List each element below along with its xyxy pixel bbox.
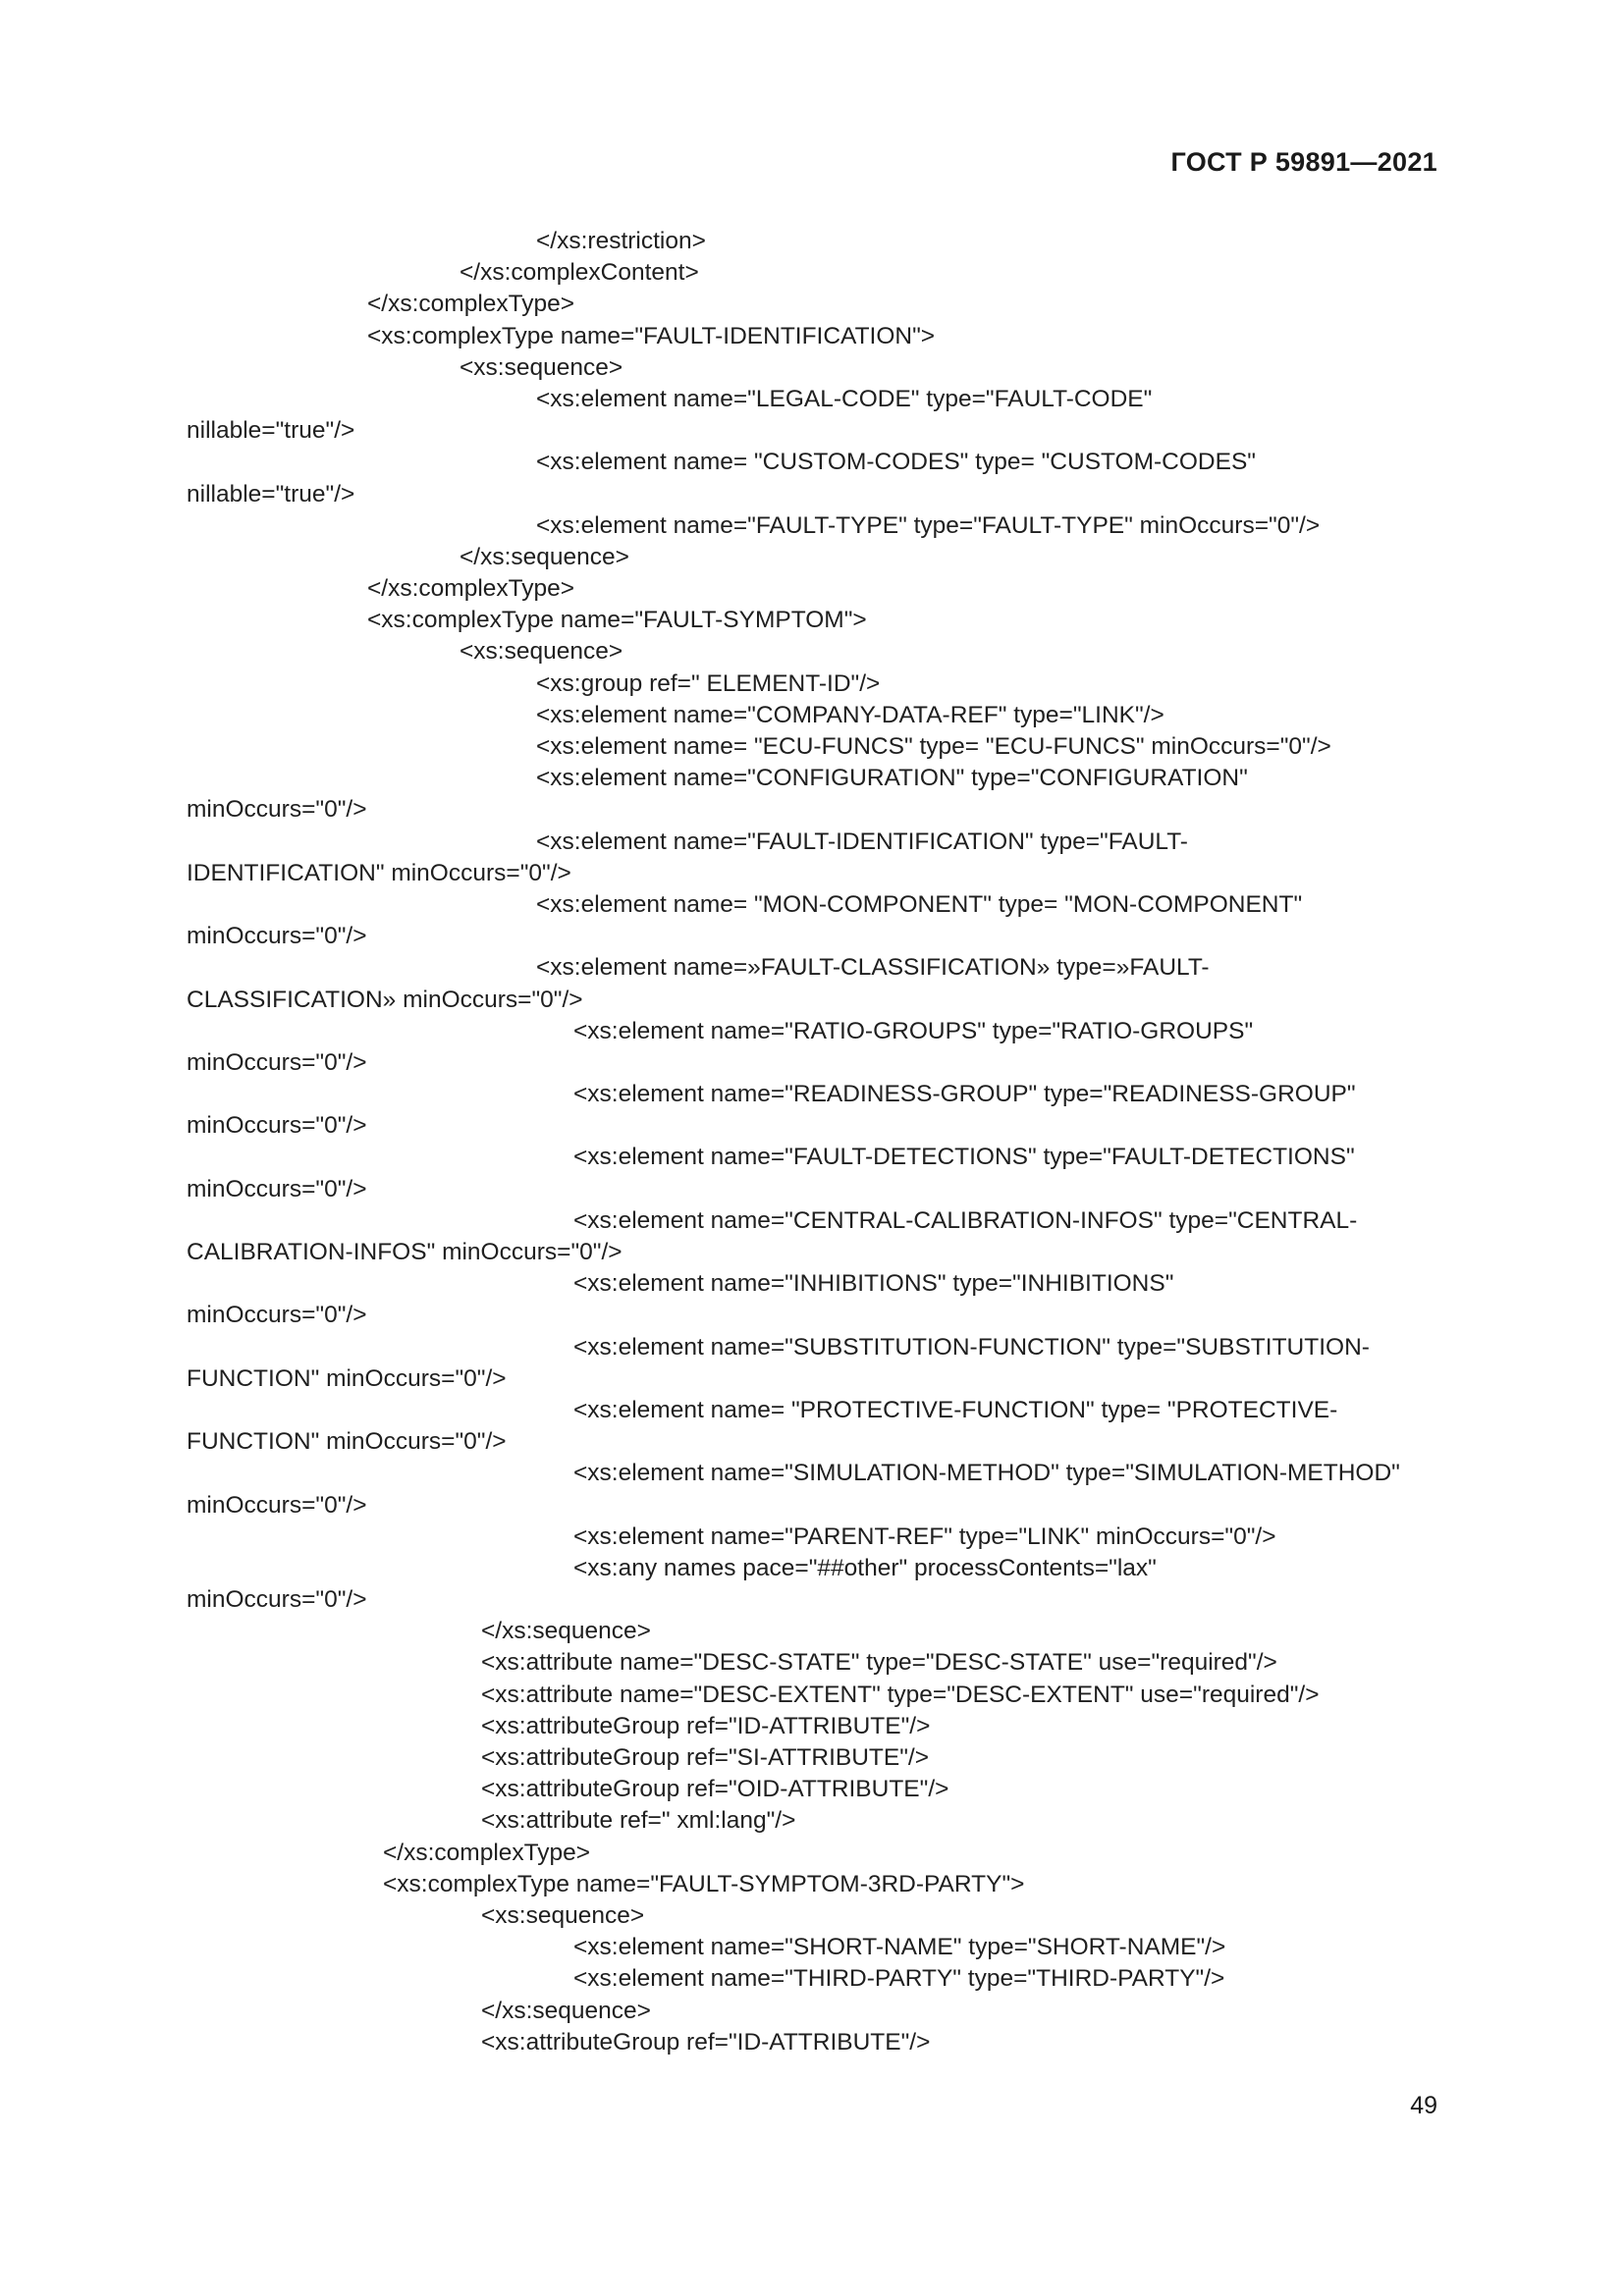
code-line: <xs:element name="READINESS-GROUP" type="READINESS-GROUP" [573, 1081, 1356, 1108]
code-line: <xs:group ref=" ELEMENT-ID"/> [536, 669, 881, 697]
code-line: </xs:sequence> [481, 1997, 651, 2024]
code-line: </xs:sequence> [481, 1618, 651, 1645]
code-line: <xs:element name= "MON-COMPONENT" type= "MON-COMPONENT" [536, 890, 1303, 918]
code-line: </xs:complexContent> [460, 259, 699, 287]
code-line: <xs:complexType name="FAULT-SYMPTOM-3RD-PARTY"> [383, 1870, 1025, 1897]
code-line: <xs:element name="RATIO-GROUPS" type="RATIO-GROUPS" [573, 1017, 1254, 1044]
code-line: <xs:any names pace="##other" processContents="lax" [573, 1554, 1157, 1581]
code-line: <xs:element name="FAULT-IDENTIFICATION" type="FAULT- [536, 828, 1188, 855]
code-line: </xs:complexType> [383, 1839, 591, 1866]
code-line: minOccurs="0"/> [187, 1302, 367, 1329]
code-line: minOccurs="0"/> [187, 796, 367, 824]
code-line: <xs:element name="FAULT-DETECTIONS" type="FAULT-DETECTIONS" [573, 1144, 1355, 1171]
code-line: <xs:attribute ref=" xml:lang"/> [481, 1807, 796, 1835]
code-line: FUNCTION" minOccurs="0"/> [187, 1364, 507, 1392]
code-line: minOccurs="0"/> [187, 1175, 367, 1202]
code-line: <xs:attribute name="DESC-EXTENT" type="DESC-EXTENT" use="required"/> [481, 1681, 1320, 1708]
code-line: <xs:complexType name="FAULT-IDENTIFICATION"> [367, 322, 936, 349]
code-line: nillable="true"/> [187, 417, 355, 445]
code-line: minOccurs="0"/> [187, 923, 367, 950]
code-line: <xs:attributeGroup ref="ID-ATTRIBUTE"/> [481, 1712, 931, 1739]
code-line: </xs:restriction> [536, 228, 706, 254]
code-line: <xs:element name="COMPANY-DATA-REF" type="LINK"/> [536, 701, 1164, 728]
code-line: minOccurs="0"/> [187, 1048, 367, 1076]
code-line: IDENTIFICATION" minOccurs="0"/> [187, 859, 571, 886]
code-line: <xs:element name="LEGAL-CODE" type="FAULT-CODE" [536, 385, 1153, 412]
code-line: <xs:sequence> [460, 638, 623, 666]
code-line: <xs:attributeGroup ref="OID-ATTRIBUTE"/> [481, 1776, 949, 1803]
code-line: <xs:attribute name="DESC-STATE" type="DESC-STATE" use="required"/> [481, 1649, 1277, 1677]
page-number: 49 [1410, 2092, 1437, 2119]
code-line: <xs:element name="CENTRAL-CALIBRATION-INFOS" type="CENTRAL- [573, 1206, 1358, 1234]
code-line: <xs:element name="SUBSTITUTION-FUNCTION" type="SUBSTITUTION- [573, 1333, 1370, 1361]
code-line: <xs:element name= "CUSTOM-CODES" type= "CUSTOM-CODES" [536, 449, 1257, 476]
code-line: CALIBRATION-INFOS" minOccurs="0"/> [187, 1239, 623, 1265]
code-line: <xs:complexType name="FAULT-SYMPTOM"> [367, 607, 867, 634]
code-line: <xs:element name="SIMULATION-METHOD" type="SIMULATION-METHOD" [573, 1460, 1400, 1487]
code-line: <xs:attributeGroup ref="SI-ATTRIBUTE"/> [481, 1744, 930, 1771]
code-line: minOccurs="0"/> [187, 1586, 367, 1614]
code-line: </xs:sequence> [460, 543, 629, 570]
code-line: CLASSIFICATION» minOccurs="0"/> [187, 986, 583, 1013]
xsd-code-listing [187, 226, 1438, 2058]
standard-header: ГОСТ Р 59891—2021 [1170, 147, 1437, 177]
code-line: <xs:element name="CONFIGURATION" type="CONFIGURATION" [536, 765, 1248, 792]
code-line: <xs:element name="FAULT-TYPE" type="FAULT-TYPE" minOccurs="0"/> [536, 511, 1321, 539]
code-line: <xs:element name=»FAULT-CLASSIFICATION» type=»FAULT- [536, 954, 1210, 982]
code-line: <xs:element name="THIRD-PARTY" type="THIRD-PARTY"/> [573, 1965, 1225, 1993]
code-line: <xs:element name="INHIBITIONS" type="INHIBITIONS" [573, 1270, 1174, 1298]
code-line: <xs:sequence> [460, 353, 623, 381]
code-line: </xs:complexType> [367, 575, 575, 603]
code-line: FUNCTION" minOccurs="0"/> [187, 1428, 507, 1456]
code-line: <xs:element name="SHORT-NAME" type="SHORT-NAME"/> [573, 1934, 1226, 1961]
code-line: <xs:attributeGroup ref="ID-ATTRIBUTE"/> [481, 2028, 931, 2056]
code-line: <xs:element name= "ECU-FUNCS" type= "ECU-FUNCS" minOccurs="0"/> [536, 733, 1331, 760]
code-line: nillable="true"/> [187, 480, 355, 507]
code-line: minOccurs="0"/> [187, 1491, 367, 1519]
code-line: <xs:element name="PARENT-REF" type="LINK" minOccurs="0"/> [573, 1522, 1276, 1550]
code-line: <xs:element name= "PROTECTIVE-FUNCTION" type= "PROTECTIVE- [573, 1396, 1338, 1423]
code-line: minOccurs="0"/> [187, 1112, 367, 1140]
code-line: <xs:sequence> [481, 1901, 645, 1929]
code-line: </xs:complexType> [367, 291, 575, 318]
